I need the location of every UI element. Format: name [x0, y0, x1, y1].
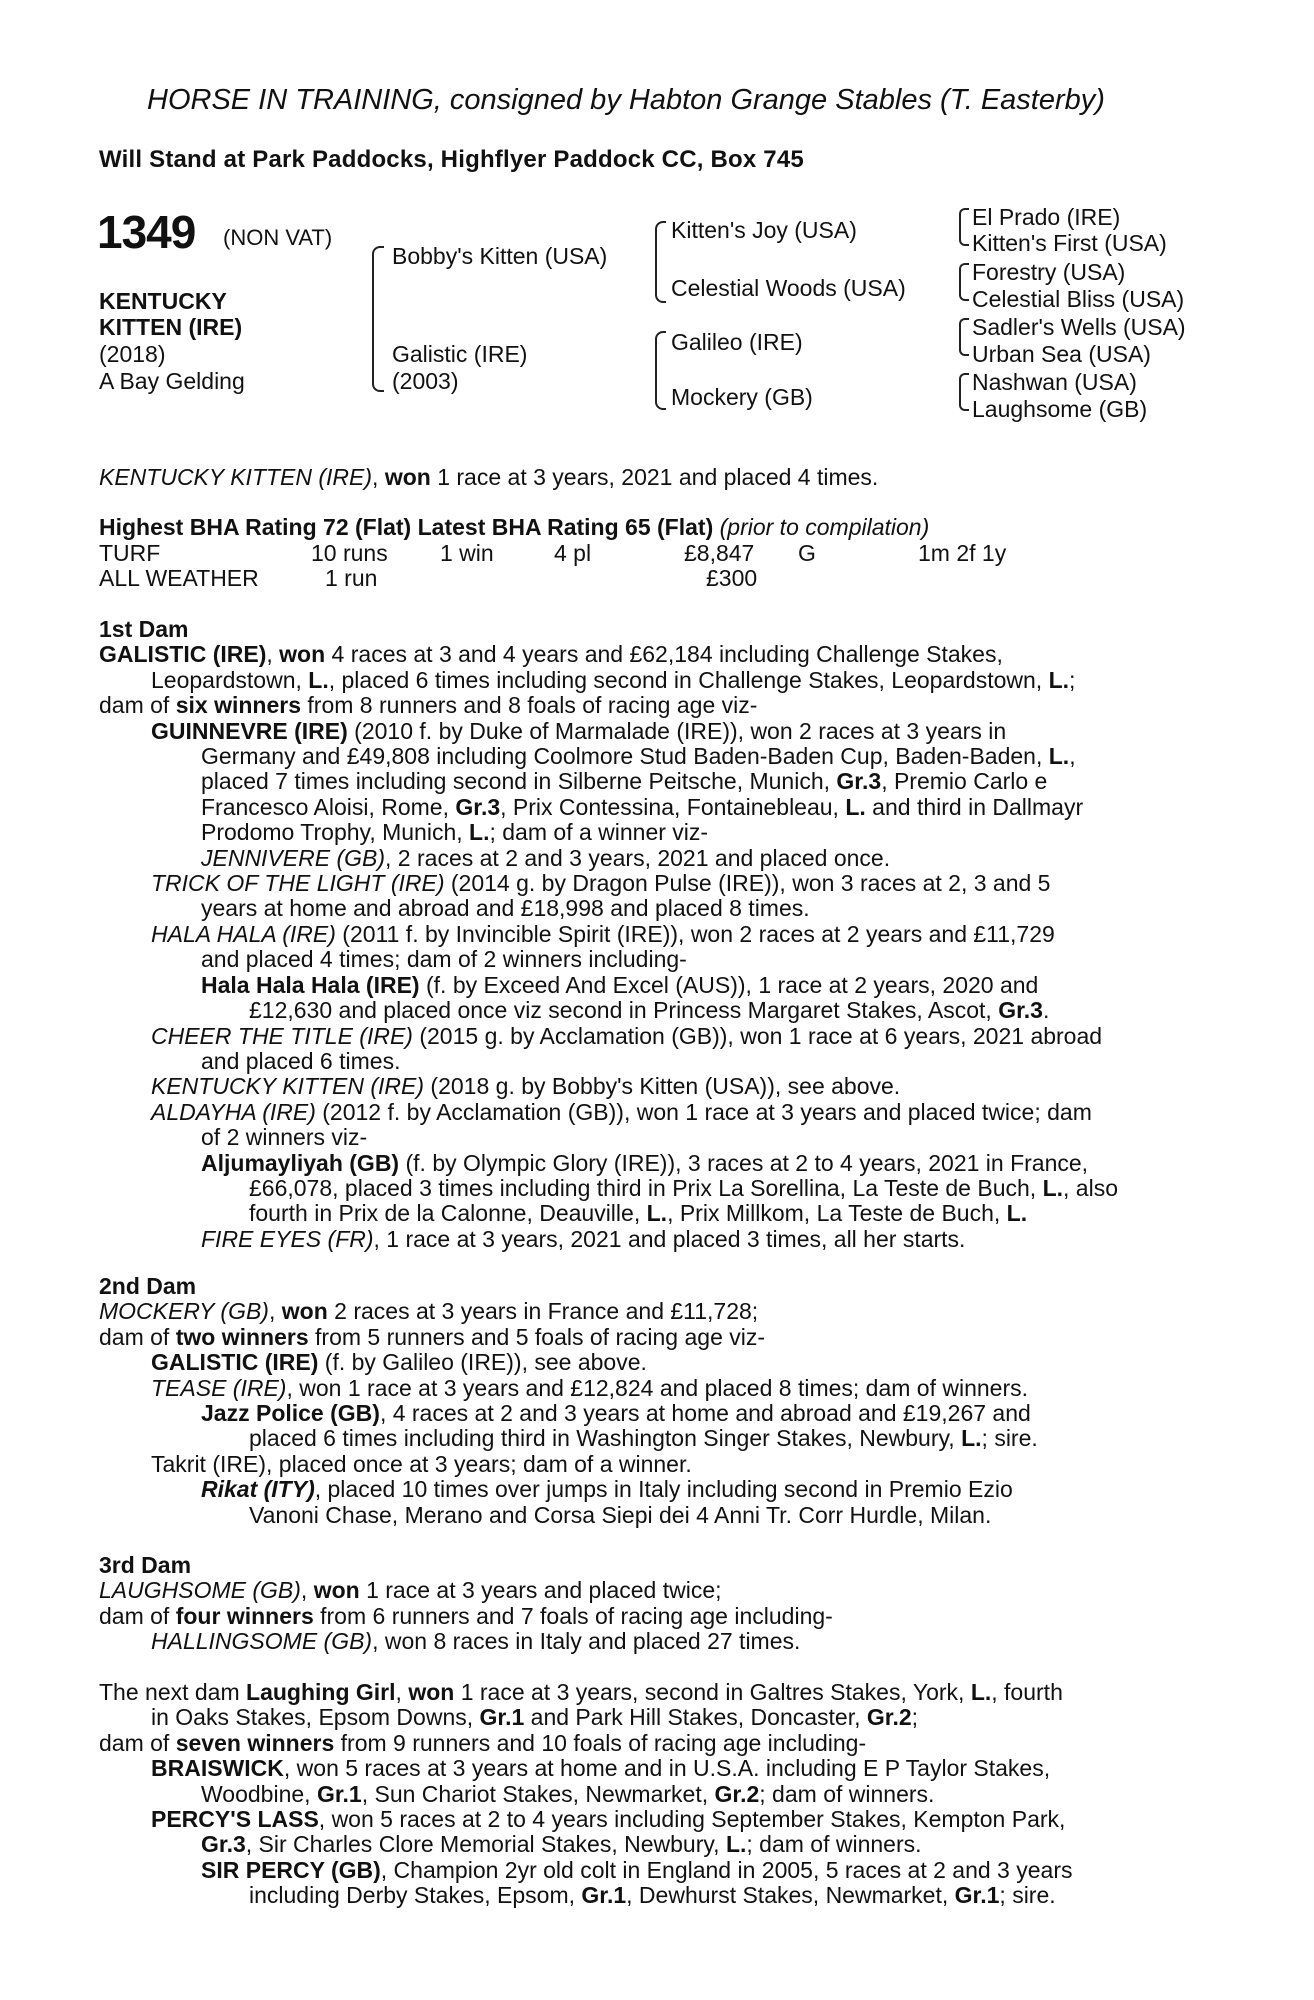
brace-dam-parents — [655, 331, 666, 410]
record-aw-surface: ALL WEATHER — [99, 565, 259, 591]
fd-line: £66,078, placed 3 times including third in Prix La Sorellina, La Teste de Buch, L., also — [249, 1174, 1118, 1201]
dam-sire-dam: Urban Sea (USA) — [972, 341, 1151, 367]
dam-sire: Galileo (IRE) — [671, 329, 803, 355]
nd-line: The next dam Laughing Girl, won 1 race at 3 years, second in Galtres Stakes, York, L., fourth — [99, 1679, 1063, 1705]
record-aw-runs: 1 run — [325, 565, 378, 591]
fd-line: Aljumayliyah (GB) (f. by Olympic Glory (IRE)), 3 races at 2 to 4 years, 2021 in France, — [201, 1149, 1089, 1176]
fd-line: Leopardstown, L., placed 6 times including second in Challenge Stakes, Leopardstown, L.; — [151, 666, 1076, 693]
fd-line: GUINNEVRE (IRE) (2010 f. by Duke of Marmalade (IRE)), won 2 races at 3 years in — [151, 717, 1007, 744]
nd-line: Gr.3, Sir Charles Clore Memorial Stakes, Newbury, L.; dam of winners. — [201, 1831, 922, 1858]
summary-horse-name: KENTUCKY KITTEN (IRE) — [99, 464, 373, 490]
nd-line: including Derby Stakes, Epsom, Gr.1, Dewhurst Stakes, Newmarket, Gr.1; sire. — [249, 1882, 1056, 1909]
record-turf-surface: TURF — [99, 540, 161, 566]
sire-sire-dam: Kitten's First (USA) — [972, 230, 1167, 256]
fd-line: CHEER THE TITLE (IRE) (2015 g. by Acclamation (GB)), won 1 race at 6 years, 2021 abroad — [151, 1022, 1103, 1049]
fd-line: JENNIVERE (GB), 2 races at 2 and 3 years, 2021 and placed once. — [201, 844, 891, 871]
section-heading: 2nd Dam — [99, 1273, 197, 1299]
next-dam-section — [99, 1680, 1204, 1909]
nd-line: BRAISWICK, won 5 races at 3 years at home and in U.S.A. including E P Taylor Stakes, — [151, 1755, 1051, 1782]
sire: Bobby's Kitten (USA) — [392, 243, 608, 269]
dam-sire-sire: Sadler's Wells (USA) — [972, 314, 1186, 340]
fd-line: HALA HALA (IRE) (2011 f. by Invincible Spirit (IRE)), won 2 races at 2 years and £11,729 — [151, 920, 1055, 947]
first-dam-section — [99, 617, 1204, 1252]
bha-rating — [99, 514, 929, 540]
fd-line: and placed 4 times; dam of 2 winners including- — [201, 946, 687, 973]
fd-line: Hala Hala Hala (IRE) (f. by Exceed And Excel (AUS)), 1 race at 2 years, 2020 and — [201, 971, 1039, 998]
fd-line: ALDAYHA (IRE) (2012 f. by Acclamation (GB)), won 1 race at 3 years and placed twice; dam — [151, 1098, 1092, 1125]
sd-line: MOCKERY (GB), won 2 races at 3 years in France and £11,728; — [99, 1298, 759, 1325]
brace-sire-parents — [655, 221, 666, 303]
brace-sd-parents — [959, 263, 969, 301]
dam-dam-sire: Nashwan (USA) — [972, 369, 1137, 395]
horse-name-line2: KITTEN (IRE) — [99, 314, 243, 340]
fd-line: dam of six winners from 8 runners and 8 foals of racing age viz- — [99, 692, 758, 719]
fd-line: placed 7 times including second in Silberne Peitsche, Munich, Gr.3, Premio Carlo e — [201, 768, 1048, 795]
dam-dam: Mockery (GB) — [671, 384, 813, 410]
fd-line: FIRE EYES (FR), 1 race at 3 years, 2021 and placed 3 times, all her starts. — [201, 1225, 966, 1252]
second-dam-section — [99, 1274, 1204, 1528]
nd-line: Woodbine, Gr.1, Sun Chariot Stakes, Newmarket, Gr.2; dam of winners. — [201, 1780, 935, 1807]
dam: Galistic (IRE) — [392, 341, 528, 367]
record-aw-earnings: £300 — [706, 565, 758, 591]
td-line: dam of four winners from 6 runners and 7 foals of racing age including- — [99, 1602, 833, 1629]
sire-dam-dam: Celestial Bliss (USA) — [972, 286, 1185, 312]
summary-text: 1 race at 3 years, 2021 and placed 4 times. — [430, 464, 879, 490]
rating-note: (prior to compilation) — [719, 514, 930, 540]
nd-line: SIR PERCY (GB), Champion 2yr old colt in England in 2005, 5 races at 2 and 3 years — [201, 1856, 1073, 1883]
fd-line: Francesco Aloisi, Rome, Gr.3, Prix Contessina, Fontainebleau, L. and third in Dallmayr — [201, 793, 1084, 820]
sire-sire-sire: El Prado (IRE) — [972, 204, 1121, 230]
fd-line: and placed 6 times. — [201, 1047, 401, 1074]
brace-ss-parents — [959, 208, 969, 246]
record-turf-distance: 1m 2f 1y — [918, 540, 1007, 566]
fd-line: fourth in Prix de la Calonne, Deauville, L., Prix Millkom, La Teste de Buch, L. — [249, 1200, 1028, 1227]
record-turf-runs: 10 runs — [311, 540, 388, 566]
sd-line: Jazz Police (GB), 4 races at 2 and 3 years at home and abroad and £19,267 and — [201, 1400, 1031, 1427]
lot-number: 1349 — [97, 206, 196, 258]
nd-line: PERCY'S LASS, won 5 races at 2 to 4 years including September Stakes, Kempton Park, — [151, 1806, 1066, 1833]
fd-line: KENTUCKY KITTEN (IRE) (2018 g. by Bobby's Kitten (USA)), see above. — [151, 1073, 901, 1100]
sd-line: Rikat (ITY), placed 10 times over jumps in Italy including second in Premio Ezio — [201, 1476, 1013, 1503]
fd-line: of 2 winners viz- — [201, 1124, 368, 1151]
section-heading: 1st Dam — [99, 616, 189, 642]
nd-line: in Oaks Stakes, Epsom Downs, Gr.1 and Park Hill Stakes, Doncaster, Gr.2; — [151, 1704, 919, 1731]
rating-values: Highest BHA Rating 72 (Flat) Latest BHA Rating 65 (Flat) — [99, 514, 714, 540]
sd-line: Takrit (IRE), placed once at 3 years; dam of a winner. — [151, 1450, 692, 1477]
sire-dam-sire: Forestry (USA) — [972, 259, 1126, 285]
sd-line: TEASE (IRE), won 1 race at 3 years and £12,824 and placed 8 times; dam of winners. — [151, 1374, 1029, 1401]
brace-dd-parents — [959, 373, 969, 411]
td-line: LAUGHSOME (GB), won 1 race at 3 years and placed twice; — [99, 1577, 722, 1604]
sd-line: dam of two winners from 5 runners and 5 foals of racing age viz- — [99, 1323, 766, 1350]
record-turf-earnings: £8,847 — [684, 540, 755, 566]
fd-line: Germany and £49,808 including Coolmore Stud Baden-Baden Cup, Baden-Baden, L., — [201, 743, 1076, 770]
section-heading: 3rd Dam — [99, 1552, 192, 1578]
brace-generation1 — [372, 246, 384, 392]
record-turf-placed: 4 pl — [554, 540, 592, 566]
horse-description: A Bay Gelding — [99, 368, 245, 394]
record-turf-wins: 1 win — [440, 540, 494, 566]
fd-line: GALISTIC (IRE), won 4 races at 3 and 4 years and £62,184 including Challenge Stakes, — [99, 641, 1003, 668]
foaling-year: (2018) — [99, 341, 166, 367]
sire-sire: Kitten's Joy (USA) — [671, 217, 857, 243]
vat-status: (NON VAT) — [223, 225, 333, 250]
race-summary: KENTUCKY KITTEN (IRE), won 1 race at 3 years, 2021 and placed 4 times. — [99, 464, 879, 490]
sire-dam: Celestial Woods (USA) — [671, 275, 906, 301]
third-dam-section — [99, 1553, 1204, 1655]
fd-line: years at home and abroad and £18,998 and placed 8 times. — [201, 895, 810, 922]
stand-location: Will Stand at Park Paddocks, Highflyer Paddock CC, Box 745 — [99, 146, 804, 173]
nd-line: dam of seven winners from 9 runners and 10 foals of racing age including- — [99, 1729, 867, 1756]
fd-line: Prodomo Trophy, Munich, L.; dam of a winner viz- — [201, 819, 709, 846]
sd-line: Vanoni Chase, Merano and Corsa Siepi dei 4 Anni Tr. Corr Hurdle, Milan. — [249, 1501, 992, 1528]
fd-line: TRICK OF THE LIGHT (IRE) (2014 g. by Dragon Pulse (IRE)), won 3 races at 2, 3 and 5 — [151, 870, 1051, 897]
consignor-heading: HORSE IN TRAINING, consigned by Habton Grange Stables (T. Easterby) — [147, 84, 1105, 116]
horse-name-line1: KENTUCKY — [99, 288, 227, 314]
sd-line: GALISTIC (IRE) (f. by Galileo (IRE)), see above. — [151, 1349, 647, 1376]
brace-ds-parents — [959, 318, 969, 356]
dam-dam-dam: Laughsome (GB) — [972, 396, 1148, 422]
record-turf-going: G — [798, 540, 816, 566]
sd-line: placed 6 times including third in Washington Singer Stakes, Newbury, L.; sire. — [249, 1425, 1038, 1452]
dam-year: (2003) — [392, 368, 459, 394]
td-line: HALLINGSOME (GB), won 8 races in Italy and placed 27 times. — [151, 1628, 801, 1655]
fd-line: £12,630 and placed once viz second in Princess Margaret Stakes, Ascot, Gr.3. — [249, 997, 1050, 1024]
summary-won: won — [384, 464, 431, 490]
